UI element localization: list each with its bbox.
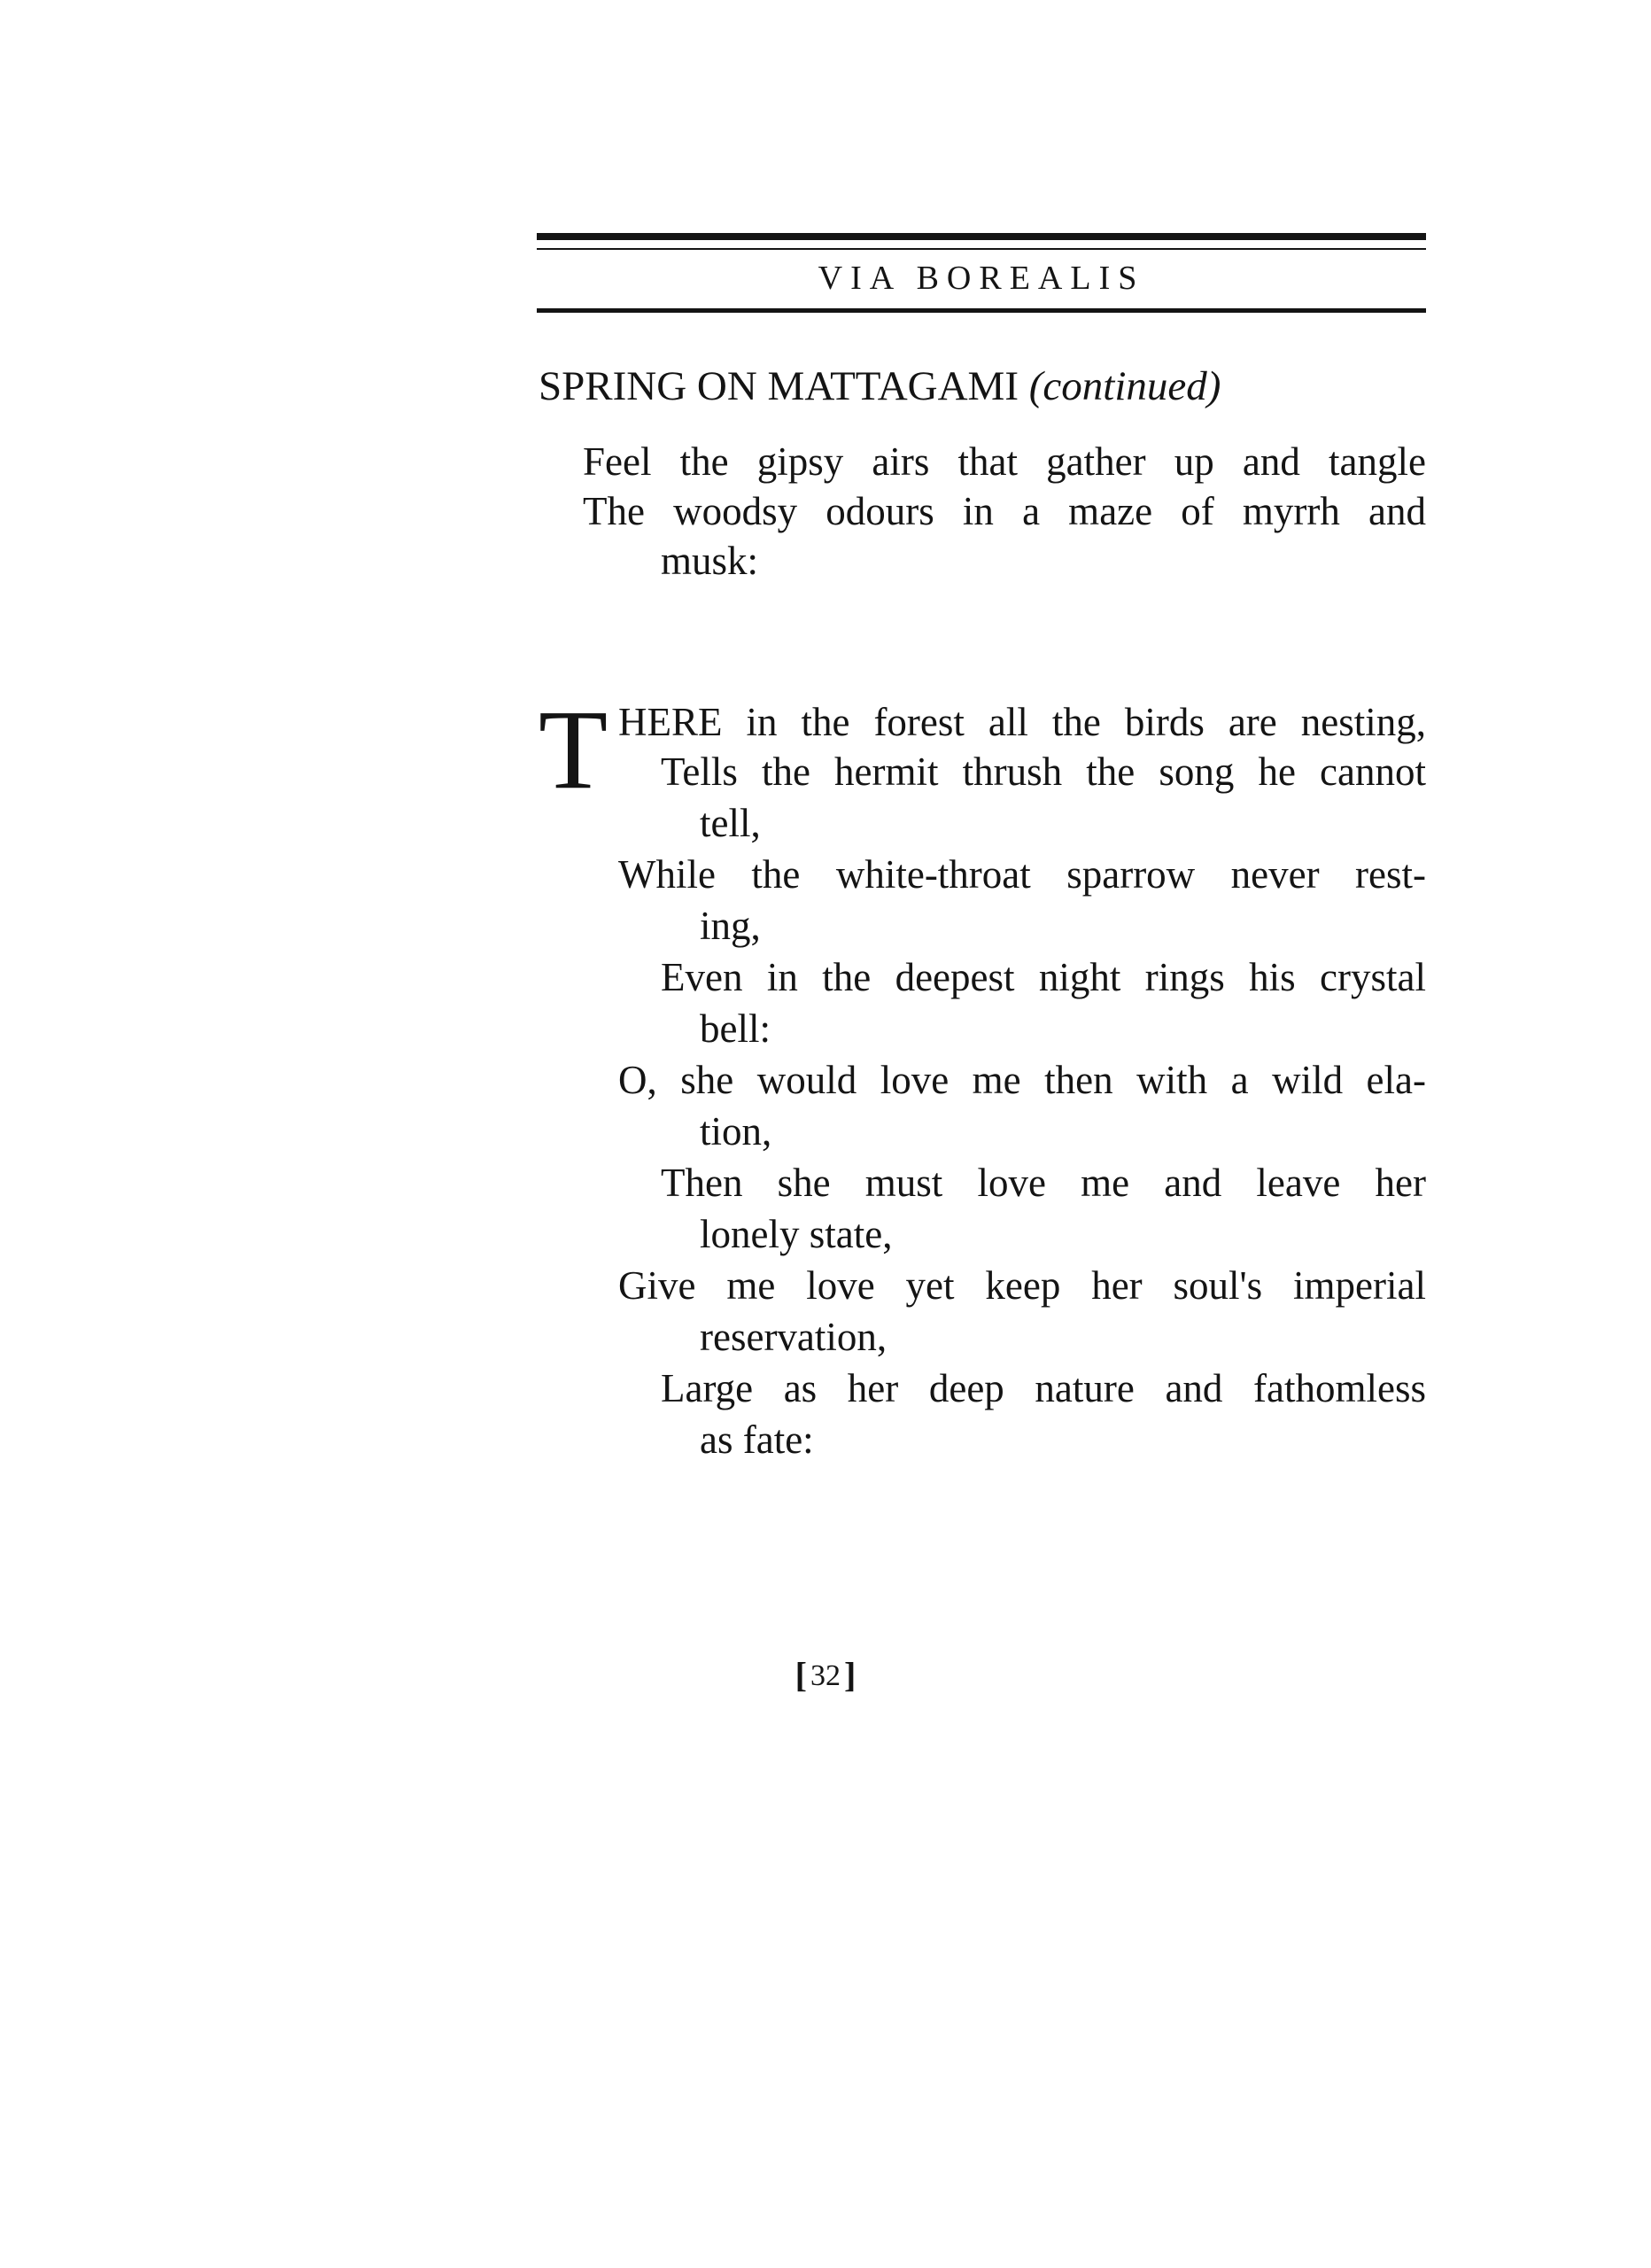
stanza-line: Tells the hermit thrush the song he cannot <box>661 750 1426 794</box>
stanza-line: Give me love yet keep her soul's imperial <box>618 1263 1426 1308</box>
stanza-line: O, she would love me then with a wild ela- <box>618 1058 1426 1102</box>
stanza-line: reservation, <box>700 1315 888 1359</box>
poem-title <box>539 360 1221 413</box>
opening-line-3: musk: <box>661 539 759 583</box>
stanza-line-1: HERE in the forest all the birds are nesting, <box>618 700 1426 744</box>
header-rule-thin <box>537 248 1426 250</box>
folio-bracket-open: [ <box>794 1655 807 1695</box>
poem-title-text: SPRING ON MATTAGAMI <box>539 363 1019 409</box>
stanza-line: Then she must love me and leave her <box>661 1161 1426 1205</box>
header-rule-thick <box>537 233 1426 240</box>
stanza-line: ing, <box>700 904 761 948</box>
folio-bracket-close: ] <box>844 1655 857 1695</box>
stanza-line: lonely state, <box>700 1212 893 1256</box>
opening-line-2: The woodsy odours in a maze of myrrh and <box>583 489 1426 533</box>
header-rule-bottom <box>537 308 1426 313</box>
stanza-line: Even in the deepest night rings his crystal <box>661 955 1426 999</box>
opening-line-1: Feel the gipsy airs that gather up and tangle <box>583 439 1426 484</box>
page-number <box>0 1651 1651 1701</box>
stanza-line: Large as her deep nature and fathomless <box>661 1366 1426 1410</box>
stanza-line: While the white-throat sparrow never rest- <box>618 852 1426 897</box>
drop-cap: T <box>539 687 608 812</box>
folio-number: 32 <box>810 1659 841 1692</box>
stanza-line: tell, <box>700 801 761 845</box>
stanza-line: bell: <box>700 1006 771 1051</box>
poem-title-suffix: (continued) <box>1028 363 1221 409</box>
stanza-line: as fate: <box>700 1418 814 1462</box>
running-head: VIA BOREALIS <box>818 260 1145 297</box>
stanza-line: tion, <box>700 1109 772 1153</box>
